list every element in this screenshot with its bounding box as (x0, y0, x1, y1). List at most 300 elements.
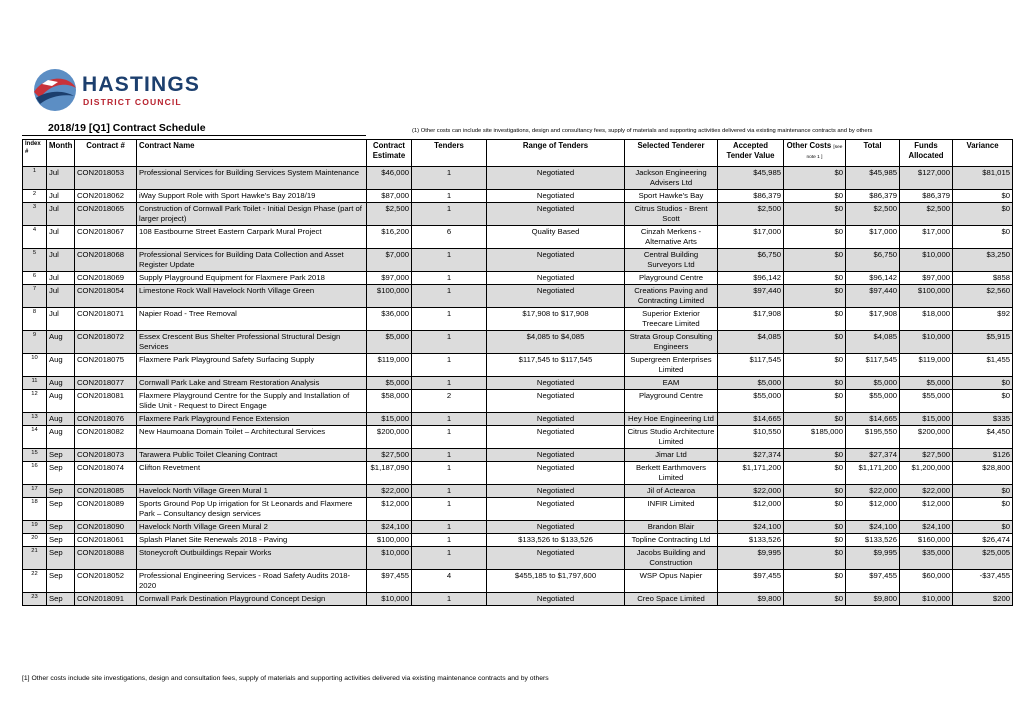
cell-range: Negotiated (487, 272, 625, 285)
cell-month: Sep (47, 498, 75, 521)
cell-variance: $0 (953, 377, 1013, 390)
cell-contract-name: Stoneycroft Outbuildings Repair Works (137, 547, 367, 570)
cell-range: Negotiated (487, 449, 625, 462)
table-row (23, 498, 1013, 521)
header-note: (1) Other costs can include site investigations, design and consultancy fees, supply of materials and supporting activities delivered via existing maintenance contracts and by others (412, 128, 873, 134)
table-row (23, 534, 1013, 547)
cell-index: 19 (23, 521, 47, 534)
cell-estimate: $119,000 (367, 354, 412, 377)
table-row (23, 547, 1013, 570)
cell-tenderer: Supergreen Enterprises Limited (625, 354, 718, 377)
cell-contract-no: CON2018081 (75, 390, 137, 413)
cell-contract-no: CON2018091 (75, 593, 137, 606)
table-row (23, 285, 1013, 308)
cell-other-costs: $0 (784, 272, 846, 285)
cell-total: $27,374 (846, 449, 900, 462)
page-title: 2018/19 [Q1] Contract Schedule (48, 122, 206, 134)
cell-estimate: $1,187,090 (367, 462, 412, 485)
cell-month: Jul (47, 249, 75, 272)
cell-variance: $92 (953, 308, 1013, 331)
table-row (23, 485, 1013, 498)
logo-subtitle: DISTRICT COUNCIL (83, 97, 182, 107)
cell-tenders: 1 (412, 462, 487, 485)
cell-contract-name: Professional Services for Building Services System Maintenance (137, 167, 367, 190)
cell-funds: $10,000 (900, 331, 953, 354)
cell-funds: $35,000 (900, 547, 953, 570)
cell-total: $22,000 (846, 485, 900, 498)
col-month: Month (47, 140, 75, 167)
cell-variance: $5,915 (953, 331, 1013, 354)
cell-month: Aug (47, 390, 75, 413)
cell-other-costs: $0 (784, 593, 846, 606)
cell-contract-name: Tarawera Public Toilet Cleaning Contract (137, 449, 367, 462)
cell-range: Quality Based (487, 226, 625, 249)
cell-tenders: 1 (412, 331, 487, 354)
cell-total: $5,000 (846, 377, 900, 390)
cell-variance: $2,560 (953, 285, 1013, 308)
cell-index: 17 (23, 485, 47, 498)
cell-other-costs: $0 (784, 190, 846, 203)
cell-funds: $1,200,000 (900, 462, 953, 485)
cell-funds: $5,000 (900, 377, 953, 390)
cell-range: Negotiated (487, 498, 625, 521)
cell-month: Jul (47, 272, 75, 285)
cell-variance: $335 (953, 413, 1013, 426)
cell-variance: $858 (953, 272, 1013, 285)
table-row (23, 190, 1013, 203)
cell-funds: $17,000 (900, 226, 953, 249)
cell-other-costs: $0 (784, 570, 846, 593)
cell-contract-name: Cornwall Park Lake and Stream Restoration Analysis (137, 377, 367, 390)
cell-contract-no: CON2018088 (75, 547, 137, 570)
hastings-logo (28, 68, 228, 112)
cell-total: $133,526 (846, 534, 900, 547)
cell-contract-name: Flaxmere Playground Centre for the Supply and Installation of Slide Unit - Request to Direct Engage (137, 390, 367, 413)
cell-funds: $100,000 (900, 285, 953, 308)
cell-contract-name: 108 Eastbourne Street Eastern Carpark Mural Project (137, 226, 367, 249)
cell-range: Negotiated (487, 462, 625, 485)
cell-tenders: 1 (412, 249, 487, 272)
cell-variance: $3,250 (953, 249, 1013, 272)
cell-estimate: $27,500 (367, 449, 412, 462)
cell-funds: $97,000 (900, 272, 953, 285)
table-row (23, 203, 1013, 226)
cell-accepted: $24,100 (718, 521, 784, 534)
cell-other-costs: $0 (784, 413, 846, 426)
table-row (23, 331, 1013, 354)
cell-estimate: $10,000 (367, 547, 412, 570)
cell-range: Negotiated (487, 547, 625, 570)
cell-contract-name: Havelock North Village Green Mural 1 (137, 485, 367, 498)
cell-total: $2,500 (846, 203, 900, 226)
table-row (23, 462, 1013, 485)
cell-total: $24,100 (846, 521, 900, 534)
cell-month: Sep (47, 462, 75, 485)
cell-funds: $22,000 (900, 485, 953, 498)
cell-funds: $15,000 (900, 413, 953, 426)
cell-contract-name: Cornwall Park Destination Playground Concept Design (137, 593, 367, 606)
cell-other-costs: $0 (784, 285, 846, 308)
cell-contract-no: CON2018054 (75, 285, 137, 308)
cell-funds: $55,000 (900, 390, 953, 413)
cell-estimate: $58,000 (367, 390, 412, 413)
cell-tenders: 2 (412, 390, 487, 413)
cell-accepted: $55,000 (718, 390, 784, 413)
cell-total: $195,550 (846, 426, 900, 449)
cell-funds: $86,379 (900, 190, 953, 203)
table-body (23, 167, 1013, 606)
cell-contract-no: CON2018065 (75, 203, 137, 226)
cell-tenders: 1 (412, 308, 487, 331)
cell-accepted: $12,000 (718, 498, 784, 521)
cell-tenderer: Jacobs Building and Construction (625, 547, 718, 570)
cell-other-costs: $185,000 (784, 426, 846, 449)
col-range: Range of Tenders (487, 140, 625, 167)
cell-tenderer: Jimar Ltd (625, 449, 718, 462)
cell-contract-name: Supply Playground Equipment for Flaxmere Park 2018 (137, 272, 367, 285)
cell-accepted: $6,750 (718, 249, 784, 272)
cell-total: $96,142 (846, 272, 900, 285)
cell-accepted: $17,000 (718, 226, 784, 249)
cell-other-costs: $0 (784, 354, 846, 377)
cell-month: Jul (47, 285, 75, 308)
cell-total: $97,440 (846, 285, 900, 308)
cell-contract-no: CON2018085 (75, 485, 137, 498)
cell-other-costs: $0 (784, 449, 846, 462)
cell-range: $455,185 to $1,797,600 (487, 570, 625, 593)
cell-index: 3 (23, 203, 47, 226)
cell-tenders: 1 (412, 413, 487, 426)
cell-tenderer: Sport Hawke's Bay (625, 190, 718, 203)
table-row (23, 449, 1013, 462)
cell-variance: $1,455 (953, 354, 1013, 377)
cell-contract-no: CON2018073 (75, 449, 137, 462)
cell-tenderer: Playground Centre (625, 272, 718, 285)
cell-tenderer: Topline Contracting Ltd (625, 534, 718, 547)
cell-total: $97,455 (846, 570, 900, 593)
cell-index: 23 (23, 593, 47, 606)
cell-month: Sep (47, 593, 75, 606)
cell-total: $4,085 (846, 331, 900, 354)
cell-variance: $81,015 (953, 167, 1013, 190)
cell-index: 15 (23, 449, 47, 462)
cell-range: Negotiated (487, 190, 625, 203)
cell-contract-no: CON2018076 (75, 413, 137, 426)
col-tenders: Tenders (412, 140, 487, 167)
cell-index: 6 (23, 272, 47, 285)
cell-estimate: $5,000 (367, 377, 412, 390)
cell-total: $6,750 (846, 249, 900, 272)
cell-variance: $0 (953, 390, 1013, 413)
cell-funds: $127,000 (900, 167, 953, 190)
cell-tenderer: Hey Hoe Engineering Ltd (625, 413, 718, 426)
cell-tenderer: Playground Centre (625, 390, 718, 413)
cell-accepted: $22,000 (718, 485, 784, 498)
cell-month: Aug (47, 426, 75, 449)
col-total: Total (846, 140, 900, 167)
cell-range: Negotiated (487, 377, 625, 390)
cell-tenders: 4 (412, 570, 487, 593)
cell-estimate: $2,500 (367, 203, 412, 226)
cell-contract-no: CON2018074 (75, 462, 137, 485)
cell-variance: $4,450 (953, 426, 1013, 449)
col-selected-tenderer: Selected Tenderer (625, 140, 718, 167)
table-row (23, 167, 1013, 190)
cell-variance: $0 (953, 485, 1013, 498)
cell-contract-name: Flaxmere Park Playground Safety Surfacing Supply (137, 354, 367, 377)
cell-total: $17,000 (846, 226, 900, 249)
cell-range: Negotiated (487, 426, 625, 449)
cell-tenderer: Berkett Earthmovers Limited (625, 462, 718, 485)
cell-contract-name: Professional Services for Building Data Collection and Asset Register Update (137, 249, 367, 272)
cell-tenders: 1 (412, 426, 487, 449)
cell-month: Sep (47, 547, 75, 570)
cell-contract-name: Essex Crescent Bus Shelter Professional Structural Design Services (137, 331, 367, 354)
col-contract-name: Contract Name (137, 140, 367, 167)
cell-contract-no: CON2018067 (75, 226, 137, 249)
cell-accepted: $17,908 (718, 308, 784, 331)
cell-variance: $0 (953, 190, 1013, 203)
cell-range: Negotiated (487, 249, 625, 272)
cell-estimate: $10,000 (367, 593, 412, 606)
cell-other-costs: $0 (784, 331, 846, 354)
cell-other-costs: $0 (784, 390, 846, 413)
cell-month: Sep (47, 534, 75, 547)
cell-funds: $18,000 (900, 308, 953, 331)
cell-index: 7 (23, 285, 47, 308)
cell-variance: $28,800 (953, 462, 1013, 485)
cell-accepted: $117,545 (718, 354, 784, 377)
cell-range: Negotiated (487, 167, 625, 190)
cell-index: 5 (23, 249, 47, 272)
cell-other-costs: $0 (784, 167, 846, 190)
cell-tenderer: Jil of Actearoa (625, 485, 718, 498)
cell-month: Jul (47, 190, 75, 203)
cell-range: Negotiated (487, 203, 625, 226)
cell-accepted: $9,995 (718, 547, 784, 570)
cell-contract-no: CON2018082 (75, 426, 137, 449)
col-index: Index # (23, 140, 47, 167)
cell-other-costs: $0 (784, 485, 846, 498)
cell-funds: $27,500 (900, 449, 953, 462)
cell-month: Jul (47, 203, 75, 226)
cell-total: $14,665 (846, 413, 900, 426)
cell-funds: $160,000 (900, 534, 953, 547)
cell-month: Sep (47, 570, 75, 593)
cell-index: 21 (23, 547, 47, 570)
cell-tenders: 1 (412, 285, 487, 308)
cell-month: Aug (47, 331, 75, 354)
cell-range: Negotiated (487, 285, 625, 308)
cell-total: $9,800 (846, 593, 900, 606)
cell-total: $1,171,200 (846, 462, 900, 485)
cell-month: Sep (47, 521, 75, 534)
cell-accepted: $9,800 (718, 593, 784, 606)
cell-index: 20 (23, 534, 47, 547)
cell-funds: $10,000 (900, 593, 953, 606)
col-other-costs (784, 140, 846, 167)
cell-contract-no: CON2018071 (75, 308, 137, 331)
cell-index: 9 (23, 331, 47, 354)
cell-range: $4,085 to $4,085 (487, 331, 625, 354)
cell-contract-no: CON2018052 (75, 570, 137, 593)
cell-range: Negotiated (487, 390, 625, 413)
cell-variance: $25,005 (953, 547, 1013, 570)
cell-other-costs: $0 (784, 203, 846, 226)
cell-contract-no: CON2018090 (75, 521, 137, 534)
cell-tenders: 6 (412, 226, 487, 249)
cell-total: $86,379 (846, 190, 900, 203)
cell-estimate: $87,000 (367, 190, 412, 203)
cell-month: Sep (47, 485, 75, 498)
cell-funds: $10,000 (900, 249, 953, 272)
council-emblem-icon (28, 68, 82, 112)
cell-month: Jul (47, 308, 75, 331)
cell-range: Negotiated (487, 521, 625, 534)
cell-index: 18 (23, 498, 47, 521)
cell-tenders: 1 (412, 377, 487, 390)
cell-tenders: 1 (412, 203, 487, 226)
cell-funds: $12,000 (900, 498, 953, 521)
cell-estimate: $36,000 (367, 308, 412, 331)
cell-contract-no: CON2018075 (75, 354, 137, 377)
table-row (23, 272, 1013, 285)
cell-estimate: $100,000 (367, 285, 412, 308)
cell-estimate: $100,000 (367, 534, 412, 547)
cell-tenders: 1 (412, 354, 487, 377)
cell-contract-no: CON2018072 (75, 331, 137, 354)
cell-contract-name: Clifton Revetment (137, 462, 367, 485)
cell-variance: $0 (953, 203, 1013, 226)
cell-accepted: $5,000 (718, 377, 784, 390)
cell-range: $117,545 to $117,545 (487, 354, 625, 377)
table-row (23, 593, 1013, 606)
cell-other-costs: $0 (784, 462, 846, 485)
cell-total: $9,995 (846, 547, 900, 570)
col-contract-estimate: Contract Estimate (367, 140, 412, 167)
cell-tenders: 1 (412, 547, 487, 570)
cell-accepted: $133,526 (718, 534, 784, 547)
cell-accepted: $14,665 (718, 413, 784, 426)
cell-index: 14 (23, 426, 47, 449)
cell-contract-name: Construction of Cornwall Park Toilet - Initial Design Phase (part of larger project) (137, 203, 367, 226)
cell-contract-name: New Haumoana Domain Toilet – Architectural Services (137, 426, 367, 449)
cell-month: Aug (47, 413, 75, 426)
table-row (23, 570, 1013, 593)
cell-accepted: $1,171,200 (718, 462, 784, 485)
cell-tenders: 1 (412, 521, 487, 534)
col-accepted-value: Accepted Tender Value (718, 140, 784, 167)
cell-index: 10 (23, 354, 47, 377)
cell-accepted: $10,550 (718, 426, 784, 449)
col-contract-no: Contract # (75, 140, 137, 167)
cell-month: Jul (47, 167, 75, 190)
cell-estimate: $5,000 (367, 331, 412, 354)
cell-index: 1 (23, 167, 47, 190)
cell-tenderer: Strata Group Consulting Engineers (625, 331, 718, 354)
cell-variance: $0 (953, 226, 1013, 249)
cell-index: 8 (23, 308, 47, 331)
cell-index: 13 (23, 413, 47, 426)
cell-range: Negotiated (487, 413, 625, 426)
cell-estimate: $24,100 (367, 521, 412, 534)
cell-other-costs: $0 (784, 521, 846, 534)
cell-funds: $119,000 (900, 354, 953, 377)
cell-contract-name: Havelock North Village Green Mural 2 (137, 521, 367, 534)
cell-funds: $2,500 (900, 203, 953, 226)
table-row (23, 226, 1013, 249)
cell-variance: -$37,455 (953, 570, 1013, 593)
cell-contract-name: Flaxmere Park Playground Fence Extension (137, 413, 367, 426)
cell-index: 16 (23, 462, 47, 485)
cell-tenders: 1 (412, 449, 487, 462)
cell-contract-name: Napier Road - Tree Removal (137, 308, 367, 331)
cell-funds: $60,000 (900, 570, 953, 593)
cell-range: $133,526 to $133,526 (487, 534, 625, 547)
cell-tenderer: INFIR Limited (625, 498, 718, 521)
cell-estimate: $12,000 (367, 498, 412, 521)
cell-accepted: $2,500 (718, 203, 784, 226)
cell-index: 4 (23, 226, 47, 249)
cell-variance: $26,474 (953, 534, 1013, 547)
footnote: [1] Other costs include site investigations, design and consultation fees, supply of materials and supporting activities delivered via existing maintenance contracts and by others (22, 675, 549, 682)
table-row (23, 426, 1013, 449)
cell-tenderer: Brandon Blair (625, 521, 718, 534)
cell-contract-name: iWay Support Role with Sport Hawke's Bay 2018/19 (137, 190, 367, 203)
cell-month: Aug (47, 354, 75, 377)
cell-other-costs: $0 (784, 249, 846, 272)
cell-contract-no: CON2018068 (75, 249, 137, 272)
cell-total: $17,908 (846, 308, 900, 331)
cell-total: $12,000 (846, 498, 900, 521)
table-row (23, 354, 1013, 377)
cell-contract-no: CON2018061 (75, 534, 137, 547)
cell-contract-name: Professional Engineering Services - Road Safety Audits 2018-2020 (137, 570, 367, 593)
cell-variance: $0 (953, 498, 1013, 521)
cell-tenderer: Cinzah Merkens - Alternative Arts (625, 226, 718, 249)
col-other-costs-note: [see note 1 ] (806, 145, 843, 161)
cell-estimate: $15,000 (367, 413, 412, 426)
cell-total: $117,545 (846, 354, 900, 377)
cell-variance: $200 (953, 593, 1013, 606)
cell-accepted: $27,374 (718, 449, 784, 462)
cell-tenders: 1 (412, 498, 487, 521)
cell-tenders: 1 (412, 485, 487, 498)
table-row (23, 377, 1013, 390)
cell-tenderer: Central Building Surveyors Ltd (625, 249, 718, 272)
cell-funds: $200,000 (900, 426, 953, 449)
cell-estimate: $97,455 (367, 570, 412, 593)
cell-tenderer: Citrus Studio Architecture Limited (625, 426, 718, 449)
cell-index: 11 (23, 377, 47, 390)
cell-contract-name: Sports Ground Pop Up irrigation for St Leonards and Flaxmere Park – Consultancy design services (137, 498, 367, 521)
cell-accepted: $86,379 (718, 190, 784, 203)
cell-accepted: $4,085 (718, 331, 784, 354)
cell-accepted: $97,455 (718, 570, 784, 593)
cell-tenders: 1 (412, 534, 487, 547)
table-row (23, 521, 1013, 534)
cell-accepted: $97,440 (718, 285, 784, 308)
cell-contract-no: CON2018053 (75, 167, 137, 190)
cell-other-costs: $0 (784, 308, 846, 331)
cell-other-costs: $0 (784, 377, 846, 390)
cell-index: 12 (23, 390, 47, 413)
cell-other-costs: $0 (784, 498, 846, 521)
cell-tenders: 1 (412, 167, 487, 190)
cell-estimate: $46,000 (367, 167, 412, 190)
cell-tenderer: WSP Opus Napier (625, 570, 718, 593)
cell-contract-no: CON2018069 (75, 272, 137, 285)
